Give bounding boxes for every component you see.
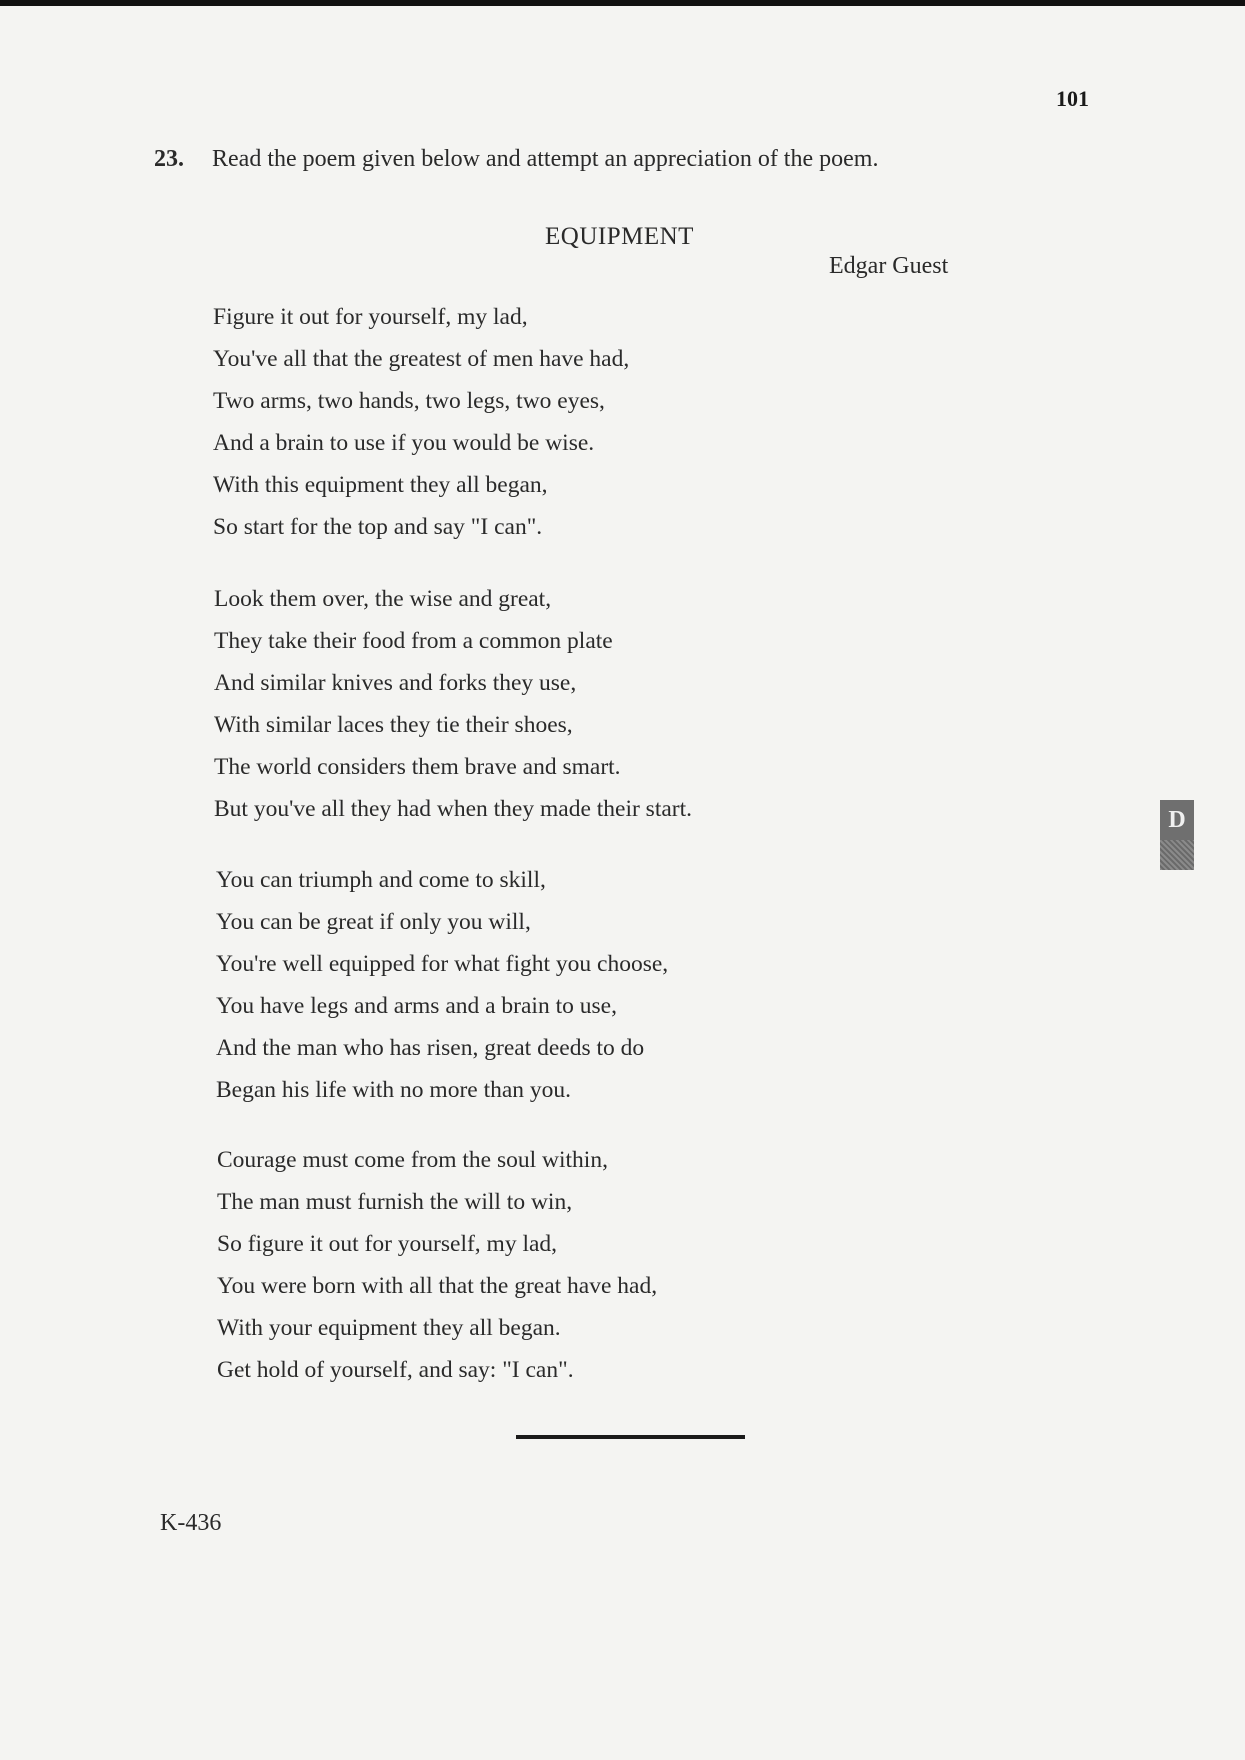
end-of-section-rule (516, 1435, 745, 1439)
section-tab: D (1160, 800, 1194, 870)
poem-line: Figure it out for yourself, my lad, (213, 304, 528, 330)
question (154, 146, 878, 173)
poem-line: And a brain to use if you would be wise. (213, 430, 595, 456)
poem-line: Began his life with no more than you. (216, 1077, 572, 1103)
question-text: Read the poem given below and attempt an appreciation of the poem. (212, 146, 879, 172)
poem-line: So start for the top and say "I can". (213, 514, 543, 540)
question-number: 23. (154, 146, 184, 172)
stanza-4 (217, 1139, 657, 1391)
stanza-1 (213, 296, 629, 548)
poem-line: With this equipment they all began, (213, 472, 548, 498)
poem-author: Edgar Guest (829, 253, 949, 279)
page-number: 101 (1056, 86, 1089, 111)
poem-line: With your equipment they all began. (217, 1315, 561, 1341)
poem-line: You have legs and arms and a brain to use, (216, 993, 617, 1019)
poem-line: Look them over, the wise and great, (214, 586, 552, 612)
poem-line: You can triumph and come to skill, (216, 867, 546, 893)
poem-line: You can be great if only you will, (216, 909, 531, 935)
poem-line: And similar knives and forks they use, (214, 670, 577, 696)
poem-line: But you've all they had when they made their start. (214, 796, 693, 822)
poem-line: You were born with all that the great have had, (217, 1273, 658, 1299)
paper-code: K-436 (160, 1510, 222, 1536)
top-border (0, 0, 1245, 6)
stanza-3 (216, 859, 668, 1111)
poem-line: Get hold of yourself, and say: "I can". (217, 1357, 574, 1383)
poem-title: EQUIPMENT (545, 223, 694, 250)
poem-line: And the man who has risen, great deeds to do (216, 1035, 645, 1061)
poem-line: You've all that the greatest of men have had, (213, 346, 630, 372)
stanza-2 (214, 578, 692, 830)
poem-line: The man must furnish the will to win, (217, 1189, 573, 1215)
poem-line: You're well equipped for what fight you choose, (216, 951, 669, 977)
poem-line: They take their food from a common plate (214, 628, 613, 654)
poem-line: The world considers them brave and smart. (214, 754, 621, 780)
poem-line: Courage must come from the soul within, (217, 1147, 608, 1173)
poem-line: So figure it out for yourself, my lad, (217, 1231, 558, 1257)
poem-line: Two arms, two hands, two legs, two eyes, (213, 388, 605, 414)
poem-line: With similar laces they tie their shoes, (214, 712, 573, 738)
